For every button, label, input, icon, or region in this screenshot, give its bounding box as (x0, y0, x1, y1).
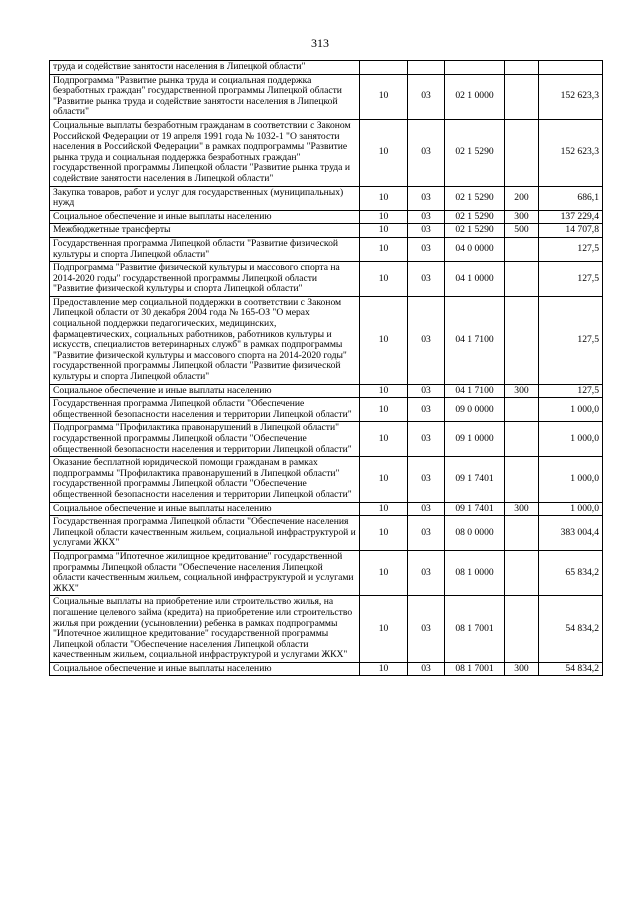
row-amount-cell: 152 623,3 (539, 119, 603, 186)
row-name-cell: Подпрограмма "Развитие рынка труда и социальная поддержка безработных граждан" государственной программы Липецкой области "Развитие рынка труда и содействие занятости населения в Липецкой области" (50, 74, 360, 119)
row-subsection-cell: 03 (408, 224, 445, 238)
table-row (50, 224, 603, 238)
row-subsection-cell: 03 (408, 74, 445, 119)
row-amount-cell (539, 61, 603, 75)
table-row (50, 398, 603, 422)
row-section-cell: 10 (360, 502, 408, 516)
row-name-cell: Государственная программа Липецкой области "Обеспечение общественной безопасности населения и территории Липецкой области" (50, 398, 360, 422)
row-target-article-cell: 08 1 7001 (445, 662, 505, 676)
row-name-cell: Предоставление мер социальной поддержки в соответствии с Законом Липецкой области от 30 декабря 2004 года № 165-ОЗ "О мерах социальной поддержки педагогических, медицинских, фармацевтических, социальных работников, работников культуры и искусств, специалистов ветеринарных служб" в рамках подпрограммы "Развитие физической культуры и массового спорта на 2014-2020 годы" государственной программы Липецкой области "Развитие физической культуры и спорта Липецкой области" (50, 296, 360, 384)
row-name-cell: Оказание бесплатной юридической помощи гражданам в рамках подпрограммы "Профилактика правонарушений в Липецкой области" государственной программы Липецкой области "Обеспечение общественной безопасности населения и территории Липецкой области" (50, 457, 360, 502)
row-expense-type-cell (505, 516, 539, 551)
row-amount-cell: 127,5 (539, 262, 603, 297)
row-target-article-cell: 04 1 0000 (445, 262, 505, 297)
row-subsection-cell: 03 (408, 262, 445, 297)
row-expense-type-cell: 300 (505, 210, 539, 224)
row-subsection-cell: 03 (408, 457, 445, 502)
row-expense-type-cell: 300 (505, 502, 539, 516)
page-number: 313 (311, 36, 329, 50)
row-section-cell: 10 (360, 186, 408, 210)
row-name-cell: Социальные выплаты безработным гражданам в соответствии с Законом Российской Федерации от 19 апреля 1991 года № 1032-1 "О занятости населения в Российской Федерации" в рамках подпрограммы "Развитие рынка труда и социальная поддержка безработных граждан" государственной программы Липецкой области "Развитие рынка труда и содействие занятости населения в Липецкой области" (50, 119, 360, 186)
row-target-article-cell: 04 0 0000 (445, 237, 505, 261)
row-name-cell: труда и содействие занятости населения в Липецкой области" (50, 61, 360, 75)
row-name-cell: Межбюджетные трансферты (50, 224, 360, 238)
row-expense-type-cell: 500 (505, 224, 539, 238)
row-expense-type-cell (505, 457, 539, 502)
row-amount-cell: 65 834,2 (539, 550, 603, 595)
row-section-cell: 10 (360, 662, 408, 676)
row-expense-type-cell: 300 (505, 384, 539, 398)
table-row (50, 550, 603, 595)
row-amount-cell: 127,5 (539, 237, 603, 261)
row-target-article-cell: 02 1 5290 (445, 224, 505, 238)
row-subsection-cell: 03 (408, 398, 445, 422)
row-expense-type-cell: 300 (505, 662, 539, 676)
table-row (50, 210, 603, 224)
row-amount-cell: 127,5 (539, 384, 603, 398)
table-row (50, 237, 603, 261)
row-name-cell: Социальное обеспечение и иные выплаты населению (50, 384, 360, 398)
row-target-article-cell: 08 0 0000 (445, 516, 505, 551)
row-section-cell: 10 (360, 296, 408, 384)
row-section-cell: 10 (360, 516, 408, 551)
table-row (50, 502, 603, 516)
row-subsection-cell: 03 (408, 119, 445, 186)
table-row (50, 296, 603, 384)
row-amount-cell: 1 000,0 (539, 422, 603, 457)
row-subsection-cell: 03 (408, 210, 445, 224)
table-row (50, 596, 603, 663)
row-target-article-cell: 08 1 0000 (445, 550, 505, 595)
row-section-cell: 10 (360, 74, 408, 119)
row-section-cell: 10 (360, 119, 408, 186)
table-row (50, 662, 603, 676)
row-target-article-cell: 04 1 7100 (445, 384, 505, 398)
row-name-cell: Социальные выплаты на приобретение или строительство жилья, на погашение целевого займа (кредита) на приобретение или строительство жилья при рождении (усыновлении) ребенка в рамках подпрограммы "Ипотечное жилищное кредитование" государственной программы Липецкой области "Обеспечение населения Липецкой области качественным жильем, социальной инфраструктурой и услугами ЖКХ" (50, 596, 360, 663)
table-row (50, 262, 603, 297)
row-target-article-cell: 08 1 7001 (445, 596, 505, 663)
row-subsection-cell: 03 (408, 384, 445, 398)
row-section-cell: 10 (360, 384, 408, 398)
row-name-cell: Социальное обеспечение и иные выплаты населению (50, 662, 360, 676)
row-target-article-cell: 09 0 0000 (445, 398, 505, 422)
row-expense-type-cell (505, 74, 539, 119)
row-name-cell: Подпрограмма "Развитие физической культуры и массового спорта на 2014-2020 годы" государственной программы Липецкой области "Развитие физической культуры и спорта Липецкой области" (50, 262, 360, 297)
row-name-cell: Закупка товаров, работ и услуг для государственных (муниципальных) нужд (50, 186, 360, 210)
row-subsection-cell: 03 (408, 237, 445, 261)
budget-table-body (50, 61, 603, 676)
row-amount-cell: 54 834,2 (539, 662, 603, 676)
row-section-cell: 10 (360, 224, 408, 238)
budget-table (49, 60, 603, 676)
row-section-cell: 10 (360, 210, 408, 224)
row-section-cell: 10 (360, 422, 408, 457)
row-expense-type-cell (505, 119, 539, 186)
row-expense-type-cell (505, 422, 539, 457)
row-section-cell: 10 (360, 398, 408, 422)
row-section-cell: 10 (360, 596, 408, 663)
row-amount-cell: 137 229,4 (539, 210, 603, 224)
row-target-article-cell (445, 61, 505, 75)
row-subsection-cell: 03 (408, 186, 445, 210)
table-row (50, 516, 603, 551)
table-row (50, 61, 603, 75)
row-amount-cell: 1 000,0 (539, 502, 603, 516)
row-expense-type-cell (505, 296, 539, 384)
table-row (50, 119, 603, 186)
row-name-cell: Социальное обеспечение и иные выплаты населению (50, 210, 360, 224)
table-row (50, 74, 603, 119)
table-row (50, 422, 603, 457)
row-name-cell: Государственная программа Липецкой области "Обеспечение населения Липецкой области качественным жильем, социальной инфраструктурой и услугами ЖКХ" (50, 516, 360, 551)
row-target-article-cell: 04 1 7100 (445, 296, 505, 384)
row-target-article-cell: 02 1 0000 (445, 74, 505, 119)
row-subsection-cell: 03 (408, 662, 445, 676)
row-name-cell: Подпрограмма "Ипотечное жилищное кредитование" государственной программы Липецкой области "Обеспечение населения Липецкой области качественным жильем, социальной инфраструктурой и услугами ЖКХ" (50, 550, 360, 595)
table-row (50, 457, 603, 502)
row-target-article-cell: 09 1 7401 (445, 502, 505, 516)
row-subsection-cell: 03 (408, 422, 445, 457)
row-amount-cell: 127,5 (539, 296, 603, 384)
row-subsection-cell: 03 (408, 516, 445, 551)
row-expense-type-cell: 200 (505, 186, 539, 210)
row-subsection-cell: 03 (408, 502, 445, 516)
row-subsection-cell: 03 (408, 550, 445, 595)
row-expense-type-cell (505, 237, 539, 261)
row-name-cell: Государственная программа Липецкой области "Развитие физической культуры и спорта Липецкой области" (50, 237, 360, 261)
row-target-article-cell: 02 1 5290 (445, 119, 505, 186)
row-section-cell: 10 (360, 262, 408, 297)
row-amount-cell: 686,1 (539, 186, 603, 210)
row-amount-cell: 383 004,4 (539, 516, 603, 551)
row-section-cell: 10 (360, 457, 408, 502)
row-subsection-cell (408, 61, 445, 75)
row-name-cell: Социальное обеспечение и иные выплаты населению (50, 502, 360, 516)
row-target-article-cell: 09 1 7401 (445, 457, 505, 502)
row-expense-type-cell (505, 61, 539, 75)
row-section-cell: 10 (360, 237, 408, 261)
table-row (50, 186, 603, 210)
row-subsection-cell: 03 (408, 296, 445, 384)
row-section-cell: 10 (360, 550, 408, 595)
row-amount-cell: 54 834,2 (539, 596, 603, 663)
row-name-cell: Подпрограмма "Профилактика правонарушений в Липецкой области" государственной программы Липецкой области "Обеспечение общественной безопасности населения и территории Липецкой области" (50, 422, 360, 457)
row-amount-cell: 1 000,0 (539, 398, 603, 422)
row-amount-cell: 14 707,8 (539, 224, 603, 238)
row-expense-type-cell (505, 550, 539, 595)
row-amount-cell: 152 623,3 (539, 74, 603, 119)
row-section-cell (360, 61, 408, 75)
row-expense-type-cell (505, 398, 539, 422)
table-row (50, 384, 603, 398)
row-target-article-cell: 09 1 0000 (445, 422, 505, 457)
row-expense-type-cell (505, 596, 539, 663)
row-subsection-cell: 03 (408, 596, 445, 663)
row-amount-cell: 1 000,0 (539, 457, 603, 502)
row-target-article-cell: 02 1 5290 (445, 210, 505, 224)
row-expense-type-cell (505, 262, 539, 297)
row-target-article-cell: 02 1 5290 (445, 186, 505, 210)
